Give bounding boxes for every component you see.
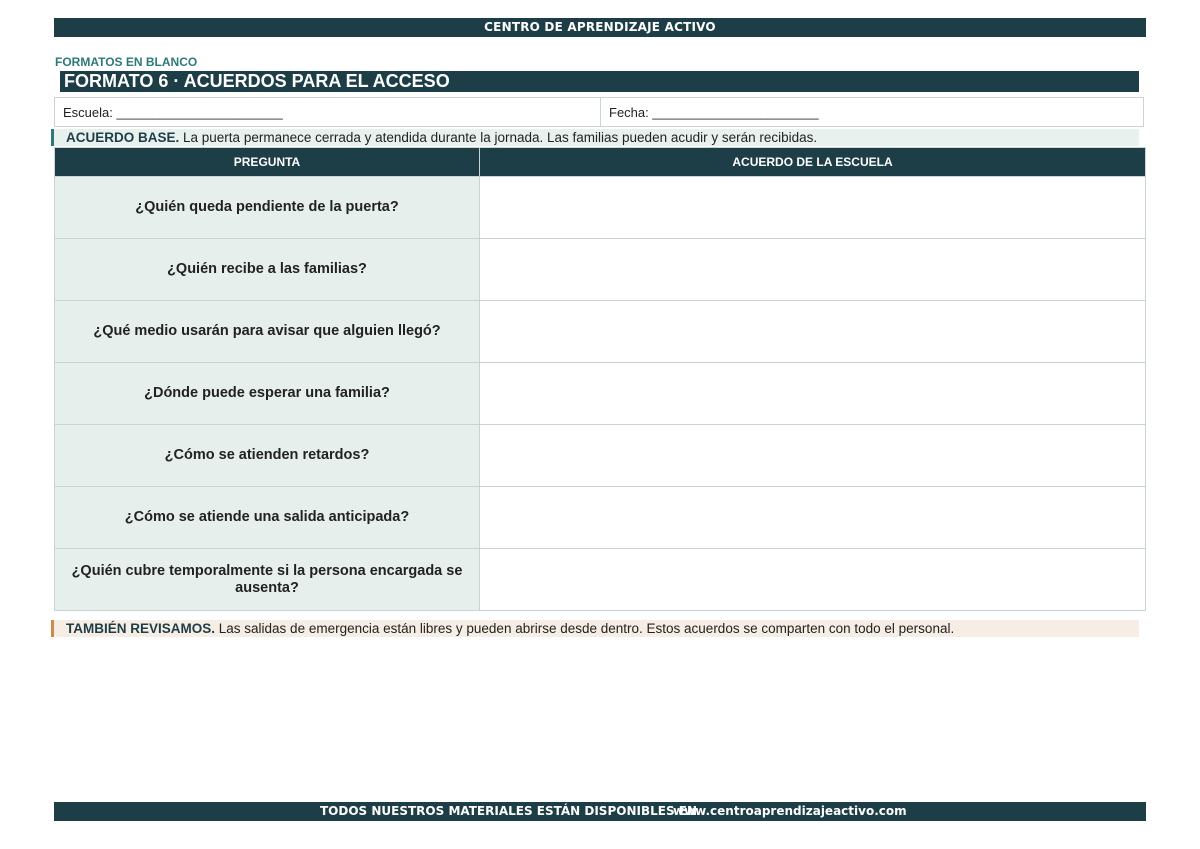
table-row [55,239,1146,301]
answer-cell[interactable] [480,487,1146,549]
review-note-text: Las salidas de emergencia están libres y pueden abrirse desde dentro. Estos acuerdos se comparten con todo el personal. [215,621,955,636]
top-banner [54,18,1146,37]
review-note-label: TAMBIÉN REVISAMOS. [66,621,216,636]
answer-cell[interactable] [480,425,1146,487]
table-row [55,487,1146,549]
format-title: FORMATO 6 · ACUERDOS PARA EL ACCESO [64,71,450,91]
school-field[interactable] [55,98,601,126]
answer-cell[interactable] [480,549,1146,611]
question-cell: ¿Quién queda pendiente de la puerta? [55,177,480,239]
table-row [55,363,1146,425]
date-label: Fecha: _______________________ [609,105,819,120]
footer-url-link[interactable]: www.centroaprendizajeactivo.com [673,804,907,818]
answer-cell[interactable] [480,363,1146,425]
format-title-bar [60,71,1139,92]
table-row [55,301,1146,363]
question-cell: ¿Quién recibe a las familias? [55,239,480,301]
question-cell: ¿Qué medio usarán para avisar que alguien llegó? [55,301,480,363]
question-cell: ¿Cómo se atiende una salida anticipada? [55,487,480,549]
meta-fields [54,97,1144,127]
agreements-table [54,147,1146,611]
column-header-agreement: ACUERDO DE LA ESCUELA [480,148,1146,177]
brand-title: CENTRO DE APRENDIZAJE ACTIVO [484,20,716,34]
review-note [51,620,1139,637]
base-note-label: ACUERDO BASE. [66,130,180,145]
answer-cell[interactable] [480,177,1146,239]
answer-cell[interactable] [480,301,1146,363]
question-cell: ¿Quién cubre temporalmente si la persona encargada se ausenta? [55,549,480,611]
table-header-row [55,148,1146,177]
section-kicker: FORMATOS EN BLANCO [55,55,198,69]
question-cell: ¿Cómo se atienden retardos? [55,425,480,487]
date-field[interactable] [601,98,1143,126]
base-agreement-note [51,129,1139,146]
school-label: Escuela: _______________________ [63,105,283,120]
footer-text: TODOS NUESTROS MATERIALES ESTÁN DISPONIBLES EN [320,804,698,818]
table-row [55,177,1146,239]
table-row [55,549,1146,611]
footer-banner [54,802,1146,821]
table-row [55,425,1146,487]
answer-cell[interactable] [480,239,1146,301]
question-cell: ¿Dónde puede esperar una familia? [55,363,480,425]
column-header-question: PREGUNTA [55,148,480,177]
base-note-text: La puerta permanece cerrada y atendida durante la jornada. Las familias pueden acudir y serán recibidas. [179,130,818,145]
